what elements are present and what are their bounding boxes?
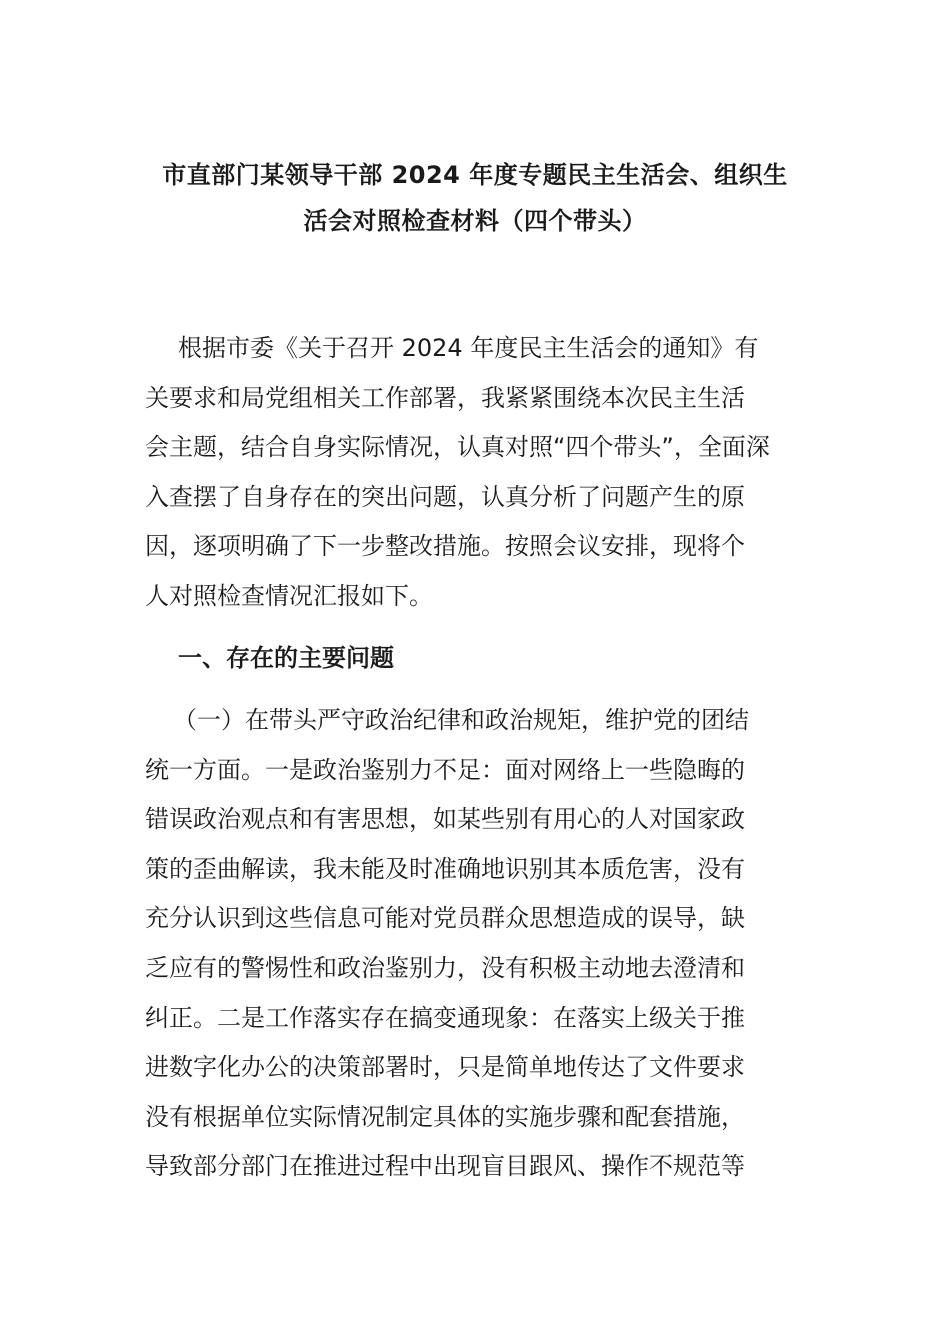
intro-paragraph [145, 324, 807, 622]
paragraph-line: 因，逐项明确了下一步整改措施。按照会议安排，现将个 [145, 532, 745, 561]
paragraph-line: 入查摆了自身存在的突出问题，认真分析了问题产生的原 [145, 482, 745, 511]
paragraph-line: 充分认识到这些信息可能对党员群众思想造成的误导，缺 [145, 904, 745, 933]
paragraph-line: 纠正。二是工作落实存在搞变通现象：在落实上级关于推 [145, 1003, 745, 1032]
paragraph-line: 进数字化办公的决策部署时，只是简单地传达了文件要求 [145, 1053, 745, 1082]
paragraph-line: 错误政治观点和有害思想，如某些别有用心的人对国家政 [145, 805, 745, 834]
paragraph-line: 人对照检查情况汇报如下。 [145, 581, 433, 610]
paragraph-line: 乏应有的警惕性和政治鉴别力，没有积极主动地去澄清和 [145, 953, 745, 982]
paragraph-line: 没有根据单位实际情况制定具体的实施步骤和配套措施， [145, 1102, 745, 1131]
title-line: 活会对照检查材料（四个带头） [303, 207, 647, 235]
section-heading: 一、存在的主要问题 [178, 644, 394, 672]
paragraph-line: 会主题，结合自身实际情况，认真对照“四个带头”，全面深 [145, 433, 770, 462]
document-title [140, 152, 810, 244]
paragraph-line: 关要求和局党组相关工作部署，我紧紧围绕本次民主生活 [145, 383, 745, 412]
paragraph-line: （一）在带头严守政治纪律和政治规矩，维护党的团结 [173, 706, 749, 734]
paragraph-line: 统一方面。一是政治鉴别力不足：面对网络上一些隐晦的 [145, 755, 745, 784]
section-paragraph [145, 696, 807, 1192]
paragraph-line: 根据市委《关于召开 2024 年度民主生活会的通知》有 [178, 334, 759, 362]
title-line: 市直部门某领导干部 2024 年度专题民主生活会、组织生 [162, 161, 788, 189]
paragraph-line: 导致部分部门在推进过程中出现盲目跟风、操作不规范等 [145, 1152, 745, 1181]
paragraph-line: 策的歪曲解读，我未能及时准确地识别其本质危害，没有 [145, 854, 745, 883]
